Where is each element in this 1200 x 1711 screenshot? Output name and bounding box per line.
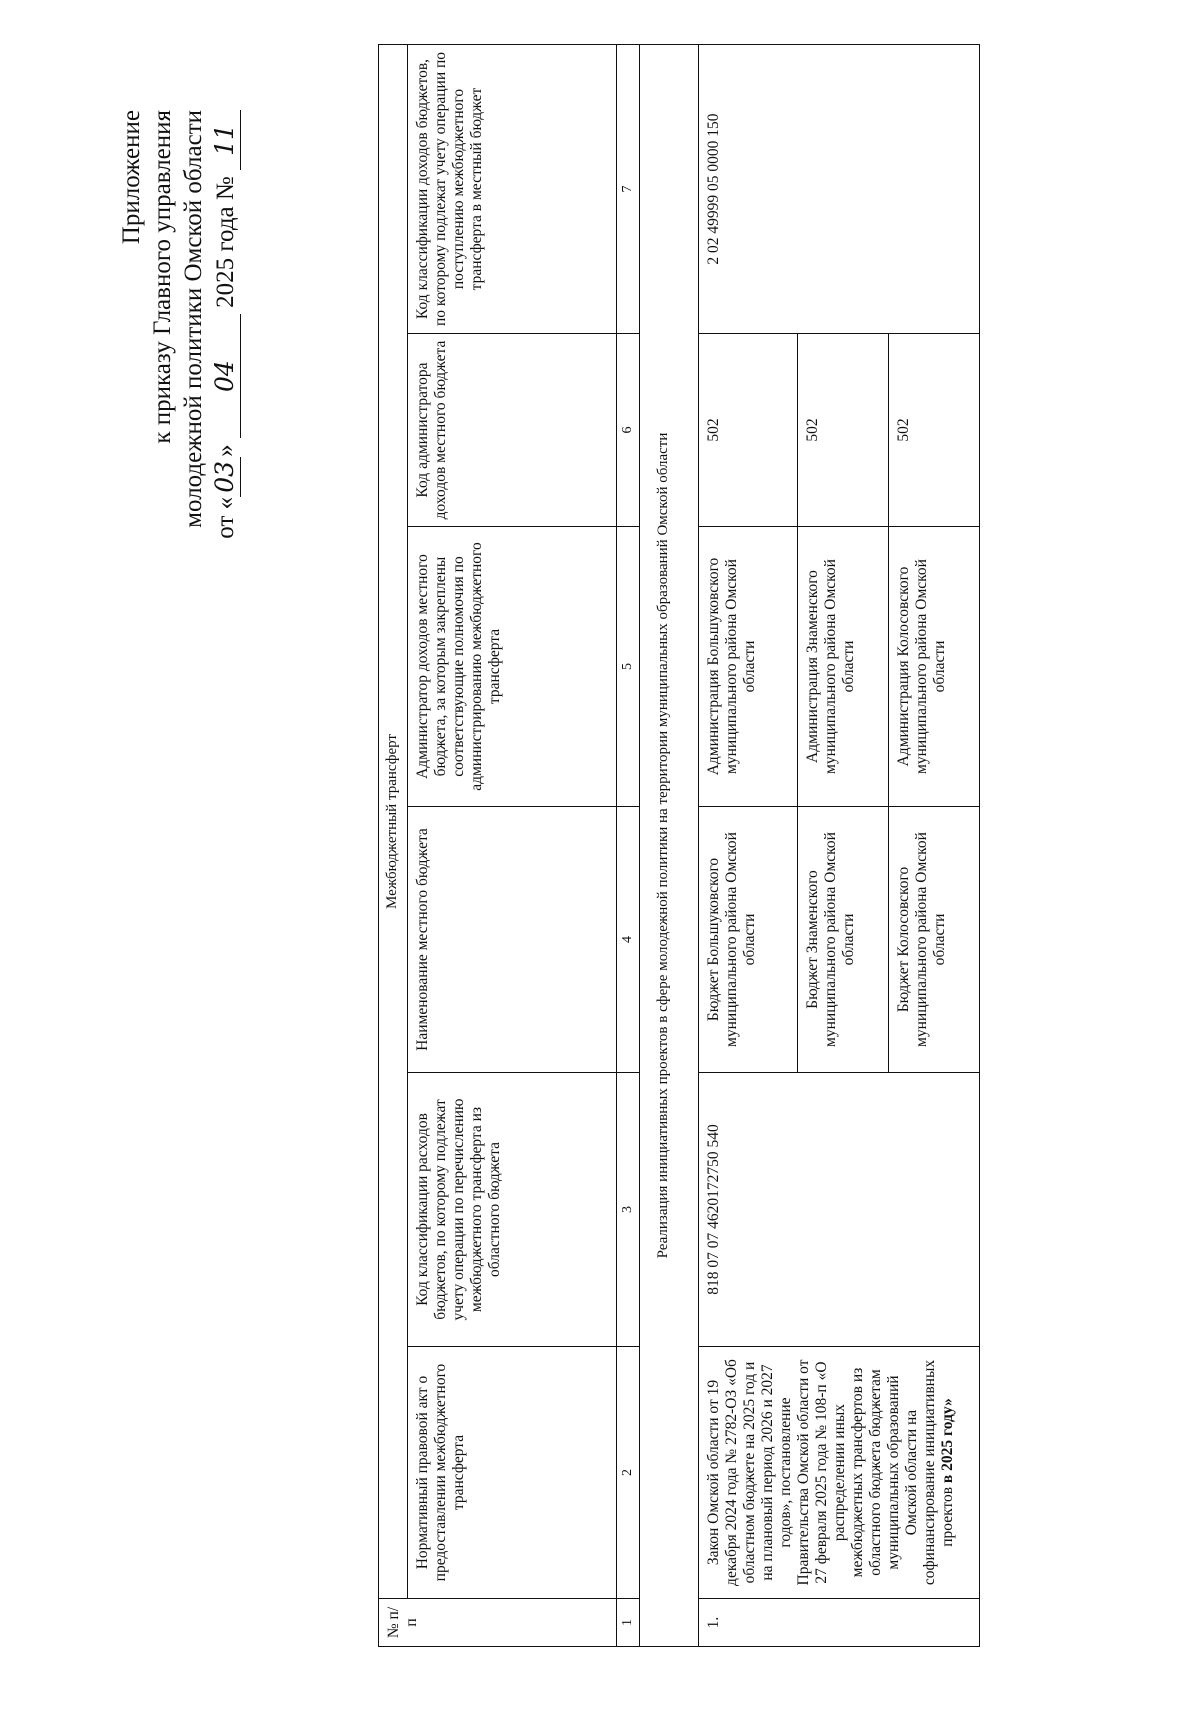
col-header-expense-code: Код классификации расходов бюджетов, по которому подлежат учету операции по перечислению межбюджетного трансферта из областного бюджета <box>408 1073 617 1347</box>
column-number: 4 <box>617 807 640 1073</box>
legal-act-cell <box>699 1347 980 1599</box>
header-title: Приложение <box>118 110 145 245</box>
col-header-budget: Наименование местного бюджета <box>408 807 617 1073</box>
admin-code: 502 <box>699 334 798 527</box>
expense-code: 818 07 07 4620172750 540 <box>699 1073 980 1347</box>
admin-name: Администрация Знаменского муниципального района Омской области <box>798 527 889 807</box>
admin-name: Администрация Большуковского муниципального района Омской области <box>699 527 798 807</box>
date-year: 2025 года № <box>212 176 239 308</box>
transfer-table <box>378 44 980 1647</box>
header-line: к приказу Главного управления <box>149 110 176 444</box>
col-header-num: № п/п <box>379 1599 617 1647</box>
admin-code: 502 <box>798 334 889 527</box>
column-number: 5 <box>617 527 640 807</box>
budget-name: Бюджет Колосовского муниципального района Омской области <box>889 807 980 1073</box>
col-header-act: Нормативный правовой акт о предоставлении межбюджетного трансферта <box>408 1347 617 1599</box>
section-title: Реализация инициативных проектов в сфере молодежной политики на территории муниципальных образований Омской области <box>640 45 699 1647</box>
budget-name: Бюджет Знаменского муниципального района Омской области <box>798 807 889 1073</box>
header-date-line <box>209 110 241 630</box>
handwritten-day: 03 <box>209 457 241 497</box>
legal-act-text: Закон Омской области от 19 декабря 2024 года № 2782-ОЗ «Об областном бюджете на 2025 год и на плановый период 2026 и 2027 годов», постановление Правительства Омской области от 27 февраля 2025 года № 108-п «О распределении иных межбюджетных трансфертов из областного бюджета бюджетам муниципальных образований Омской области на софинансирование инициативных проектов <box>705 1359 956 1586</box>
column-number: 1 <box>617 1599 640 1647</box>
table-caption: Межбюджетный трансферт <box>379 45 408 1599</box>
admin-name: Администрация Колосовского муниципального района Омской области <box>889 527 980 807</box>
column-number: 7 <box>617 45 640 334</box>
handwritten-number: 11 <box>209 110 241 170</box>
column-number: 3 <box>617 1073 640 1347</box>
column-number: 6 <box>617 334 640 527</box>
col-header-income-code: Код классификации доходов бюджетов, по которому подлежат учету операции по поступлению межбюджетного трансферта в местный бюджет <box>408 45 617 334</box>
budget-name: Бюджет Большуковского муниципального района Омской области <box>699 807 798 1073</box>
date-prefix: от « <box>212 496 239 539</box>
legal-act-text-bold: в 2025 году» <box>939 1398 956 1484</box>
col-header-admin-code: Код администратора доходов местного бюджета <box>408 334 617 527</box>
handwritten-month: 04 <box>209 314 241 438</box>
income-code: 2 02 49999 05 0000 150 <box>699 45 980 334</box>
admin-code: 502 <box>889 334 980 527</box>
row-number: 1. <box>699 1599 980 1647</box>
column-number: 2 <box>617 1347 640 1599</box>
date-mid: » <box>212 444 239 457</box>
header-line: молодежной политики Омской области <box>180 110 207 528</box>
col-header-admin: Администратор доходов местного бюджета, за которым закреплены соответствующие полномочия по администрированию межбюджетного трансферта <box>408 527 617 807</box>
approval-header <box>116 110 241 630</box>
